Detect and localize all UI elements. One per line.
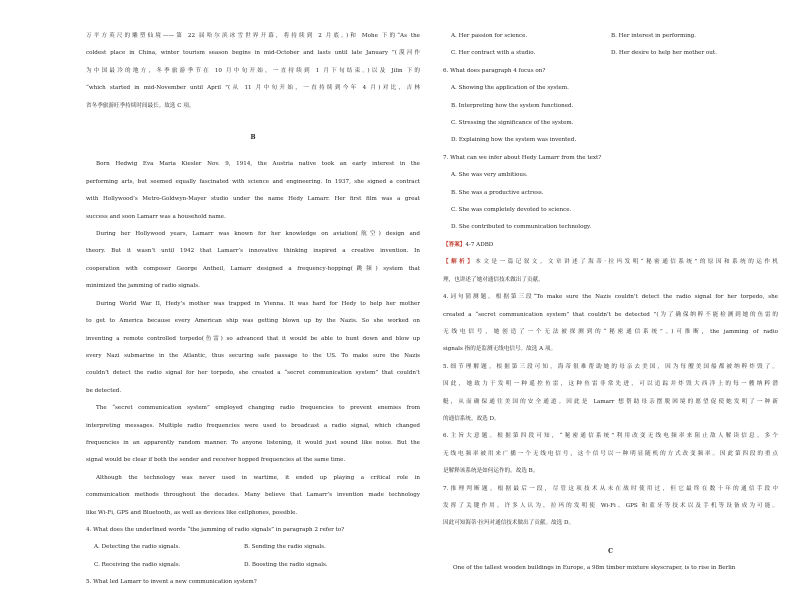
analysis-line: 7.推理判断题。根据最后一段，尽管这项技术从未在战时使用过，但它最终在数十年的通信手段中 — [443, 485, 778, 492]
question-5: 5. What led Lamarr to invent a new communication system? — [86, 579, 257, 586]
paragraph — [86, 156, 420, 226]
section-b-heading: B — [250, 134, 256, 142]
paragraph-line: to get to America because every American ship was getting blown up by the Nazis. So she worked on — [86, 318, 420, 325]
section-a-explanation — [86, 28, 420, 115]
question-7-option-c: C. She was completely devoted to science. — [451, 207, 572, 214]
paragraph-line: performing arts, but seemed equally fascinated with science and engineering. In 1937, she signed a contract — [86, 178, 420, 185]
analysis-line: 的通信系统。故选 D。 — [443, 415, 500, 422]
explanation-line: 省冬季旅游旺季持续时间最长。故选 C 项。 — [86, 102, 195, 109]
paragraph — [86, 226, 420, 296]
paragraph-line: During her Hollywood years, Lamarr was known for her knowledge on aviation(航空) design and — [96, 231, 420, 238]
answer-text: 4-7 ADBD — [465, 241, 494, 248]
option-b: B. Sending the radio signals. — [244, 544, 326, 551]
paragraph-line: During World War II, Hedy’s mother was trapped in Vienna. It was hard for Hedy to help her mother — [96, 300, 420, 307]
analysis-text: 本文是一篇记叙文。文章讲述了海蒂·拉玛发明“秘密通信系统”的原因和系统的运作机 — [475, 259, 778, 266]
analysis — [443, 254, 778, 533]
question-5-options-row-2 — [443, 45, 778, 62]
section-c-heading: C — [608, 547, 613, 555]
analysis-tag: 【解析】 — [443, 259, 476, 266]
analysis-line: created a “secret communication system” that couldn’t be detected ”(为了确保纳粹不能检测到她的鱼雷的 — [443, 311, 778, 318]
answer-tag: 【答案】 — [443, 241, 466, 248]
question-5-options-row-1 — [443, 28, 778, 45]
paragraph-line: theory. But it wasn’t until 1942 that Lamarr’s innovative thinking inspired a creative invention. In — [86, 248, 420, 255]
option-d: D. Boosting the radio signals. — [244, 561, 328, 568]
paragraph-line: minimized the jamming of radio signals. — [86, 283, 200, 290]
paragraph-line: every Nazi submarine in the Atlantic, thus securing safe passage to the US. To make sure the Nazis — [86, 352, 420, 359]
analysis-line: 6.主旨大意题。根据第四段可知，“秘密通信系统”利用改变无线电频率来阻止敌人解读信息。多个 — [443, 433, 778, 440]
analysis-line: 无线电信号，她创造了一个无法被探测到的“秘密通信系统”。)可推断，the jamming of radio — [443, 328, 778, 335]
paragraph-line: frequencies in an apparently random manner. To anyone listening, it would just sound like noise. But the — [86, 439, 420, 446]
option-a: A. Her passion for science. — [451, 33, 528, 39]
paragraph-line: The “secret communication system” employed changing radio frequencies to prevent enemies from — [96, 405, 420, 412]
paragraph-line: couldn’t detect the radio signal for her torpedo, she created a “secret communication system” that couldn’t — [86, 370, 420, 377]
explanation-line: “which started in mid-November until April ”(从 11 月中旬开始，一直持续到今年 4 月)对比，吉林 — [86, 85, 420, 92]
analysis-line: signals 指的是监测无线电信号。故选 A 项。 — [443, 346, 557, 353]
passage-c-first-line: One of the tallest wooden buildings in Europe, a 98m timber mixture skyscraper, is to rise in Berlin — [453, 565, 736, 572]
question-4: 4. What does the underlined words “the jamming of radio signals” in paragraph 2 refer to? — [86, 526, 345, 533]
option-c: C. Her contract with a studio. — [451, 50, 536, 57]
answer-line — [443, 237, 778, 254]
option-a: A. Detecting the radio signals. — [94, 544, 181, 551]
question-6-option-c: C. Stressing the significance of the system. — [451, 120, 574, 127]
paragraph — [86, 400, 420, 470]
question-7-option-d: D. She contributed to communication technology. — [451, 224, 592, 231]
option-c: C. Receiving the radio signals. — [94, 561, 181, 568]
analysis-line: 因此可知海蒂·拉玛对通信技术做出了贡献。故选 D。 — [443, 520, 575, 527]
paragraph — [86, 470, 420, 522]
option-b: B. Her interest in performing. — [611, 33, 697, 39]
analysis-line: 理，也讲述了她对通信技术做出了贡献。 — [443, 276, 544, 283]
passage-b — [86, 156, 420, 522]
paragraph-line: be detected. — [86, 387, 122, 394]
explanation-line: coldest place in China, winter tourism season begins in mid-October and lasts until late January ”(漠河作 — [86, 50, 420, 57]
paragraph-line: Although the technology was never used in wartime, it ended up playing a critical role in — [96, 474, 420, 481]
explanation-line: 万平方英尺的雕塑仙境——第 22 届哈尔滨冰雪世界开幕，将持续到 2 月底。)和 Mohe 下的“As the — [86, 33, 420, 39]
question-6-option-a: A. Showing the application of the system. — [451, 85, 569, 92]
paragraph-line: interpreting messages. Multiple radio frequencies were used to broadcast a radio signal, which changed — [86, 422, 420, 429]
paragraph-line: signal would be clear if both the sender and receiver hopped frequencies at the same time. — [86, 457, 346, 464]
paragraph-line: with Hollywood’s Metro-Goldwyn-Mayer studio under the name Hedy Lamarr. Her first film was a great — [86, 196, 420, 203]
question-6-option-b: B. Interpreting how the system functioned. — [451, 102, 574, 109]
analysis-line: 5.细节理解题。根据第三段可知，海蒂很难帮助她的母亲去美国，因为每艘美国船都被纳粹炸毁了。 — [443, 363, 778, 370]
question-6-option-d: D. Explaining how the system was invented. — [451, 137, 577, 144]
question-7-option-a: A. She was very ambitious. — [451, 172, 528, 179]
option-d: D. Her desire to help her mother out. — [611, 50, 717, 57]
paragraph-line: Born Hedwig Eva Maria Kiesler Nov. 9, 1914, the Austria native took an early interest in the — [96, 161, 420, 168]
analysis-line: 艇，从而确保通往美国的安全通道。因此是 Lamarr 想帮助母亲摆脱困境的愿望促使她发明了一种新 — [443, 398, 778, 405]
paragraph-line: inventing a remote controlled torpedo(鱼雷) so advanced that it would be able to hunt down and blow up — [86, 335, 420, 342]
analysis-line: 是解释该系统是如何运作的。故选 B。 — [443, 468, 539, 475]
explanation-line: 为中国最冷的地方，冬季旅游季节在 10 月中旬开始，一直持续到 1 月下旬结束。)以及 Jilin 下的 — [86, 67, 420, 74]
analysis-line: 因此，她致力于发明一种遥控鱼雷，这种鱼雷非常先进，可以追踪并炸毁大西洋上的每一艘纳粹潜 — [443, 381, 778, 388]
paragraph-line: cooperation with composer George Antheil, Lamarr designed a frequency-hopping(跳频) system that — [86, 265, 420, 272]
right-column — [443, 28, 778, 578]
analysis-line: 4.词句猜测题。根据第三段“To make sure the Nazis couldn’t detect the radio signal for her torpedo, she — [443, 294, 778, 301]
paragraph-line: like Wi-Fi, GPS and Bluetooth, as well as devices like cellphones, possible. — [86, 509, 298, 516]
question-6: 6. What does paragraph 4 focus on? — [443, 67, 546, 74]
paragraph-line: communication methods throughout the decades. Many believe that Lamarr’s invention made technology — [86, 492, 420, 499]
paragraph-line: success and soon Lamarr was a household name. — [86, 213, 226, 220]
question-7-option-b: B. She was a productive actress. — [451, 189, 544, 196]
analysis-line: 无线电频率被用来广播一个无线电信号，这个信号以一种明显随机的方式改变频率。因此第四段的重点 — [443, 450, 778, 457]
question-4-options-row-1 — [86, 539, 420, 556]
question-7: 7. What can we infer about Hedy Lamarr from the text? — [443, 154, 602, 161]
analysis-line: 发挥了关键作用。许多人认为，拉玛的发明使 Wi-Fi、GPS 和蓝牙等技术以及手机等设备成为可能。 — [443, 502, 778, 509]
analysis-line — [443, 254, 778, 271]
paragraph — [86, 296, 420, 400]
question-4-options-row-2 — [86, 557, 420, 574]
left-column — [86, 28, 420, 592]
